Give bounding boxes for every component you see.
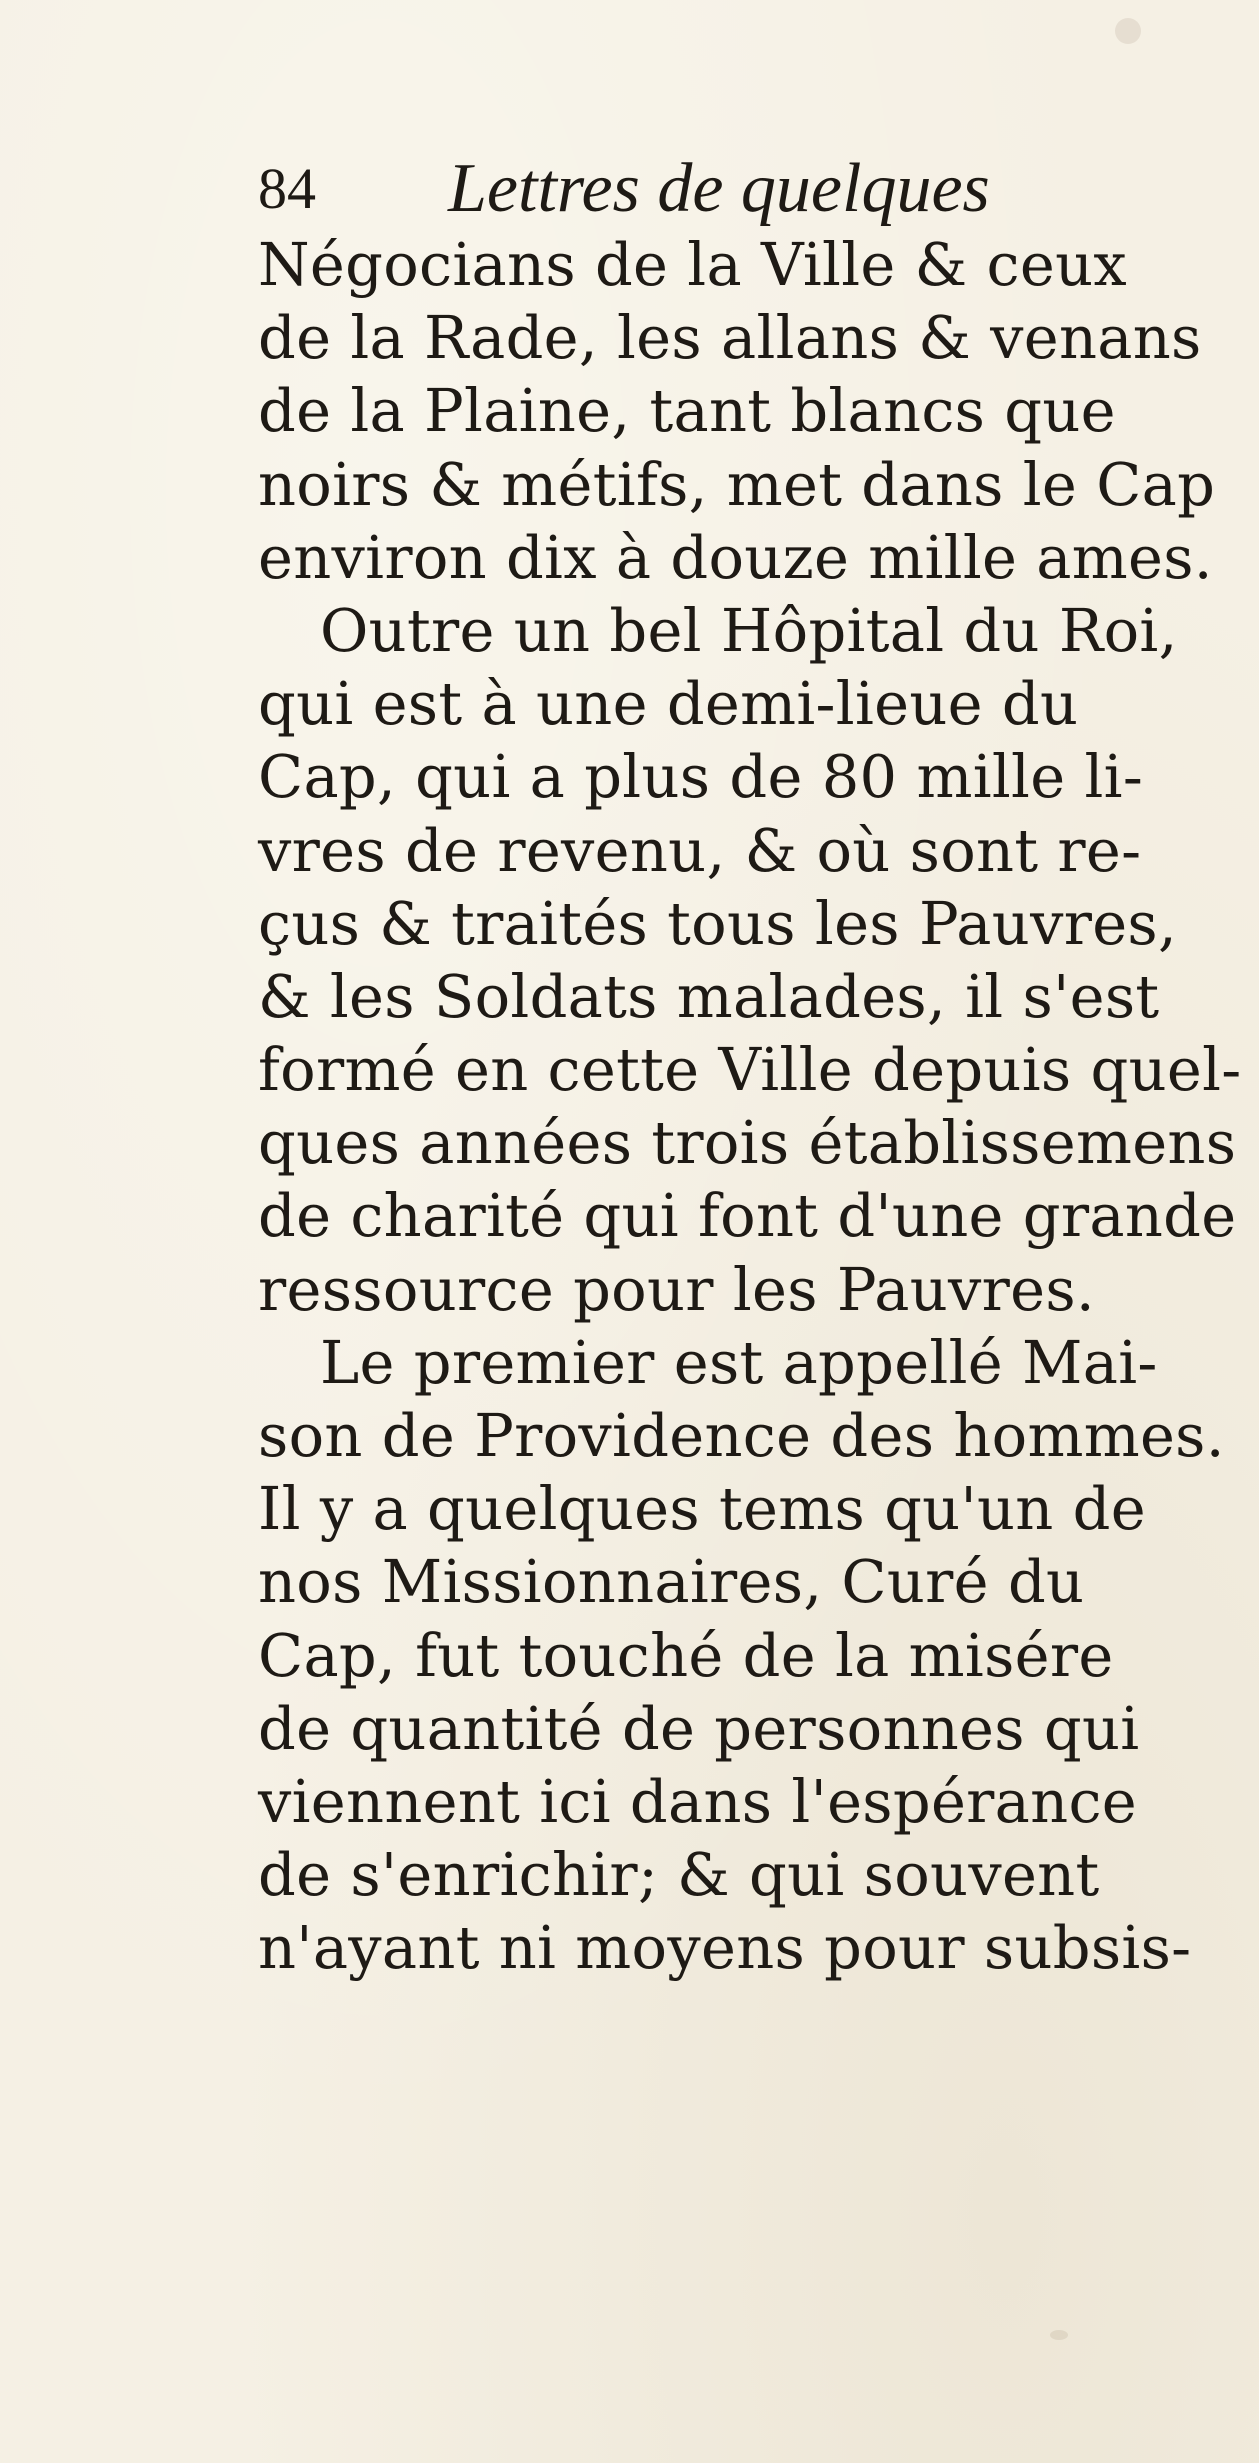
text-line: ressource pour les Pauvres. xyxy=(258,1254,1095,1324)
text-line: çus & traités tous les Pauvres, xyxy=(258,888,1178,958)
text-line: Cap, fut touché de la misére xyxy=(258,1620,1114,1690)
body-text xyxy=(258,228,1248,1985)
text-line: nos Missionnaires, Curé du xyxy=(258,1547,1085,1617)
text-line: qui est à une demi-lieue du xyxy=(258,669,1079,739)
text-line: formé en cette Ville depuis quel- xyxy=(258,1035,1242,1105)
text-line: de s'enrichir; & qui souvent xyxy=(258,1840,1100,1910)
text-line: environ dix à douze mille ames. xyxy=(258,522,1213,592)
text-line: viennent ici dans l'espérance xyxy=(258,1766,1138,1836)
text-line: noirs & métifs, met dans le Cap xyxy=(258,449,1216,519)
text-line: & les Soldats malades, il s'est xyxy=(258,961,1160,1031)
text-line: Il y a quelques tems qu'un de xyxy=(258,1474,1146,1544)
text-line: son de Providence des hommes. xyxy=(258,1401,1225,1470)
running-title: Lettres de quelques xyxy=(448,150,990,227)
text-line: de la Plaine, tant blancs que xyxy=(258,376,1116,446)
paper-stain xyxy=(1115,18,1141,44)
text-line: de charité qui font d'une grande xyxy=(258,1181,1237,1251)
text-line: Négocians de la Ville & ceux xyxy=(258,230,1127,299)
text-line: Le premier est appellé Mai- xyxy=(320,1327,1158,1397)
text-line: de quantité de personnes qui xyxy=(258,1693,1140,1763)
text-line: n'ayant ni moyens pour subsis- xyxy=(258,1913,1192,1983)
page-number: 84 xyxy=(258,156,316,221)
paper-stain xyxy=(1050,2330,1068,2340)
text-line: Outre un bel Hôpital du Roi, xyxy=(320,595,1178,665)
text-line: Cap, qui a plus de 80 mille li- xyxy=(258,742,1144,812)
text-line: ques années trois établissemens xyxy=(258,1108,1237,1178)
text-line: de la Rade, les allans & venans xyxy=(258,303,1202,373)
running-head xyxy=(258,150,1018,228)
text-line: vres de revenu, & où sont re- xyxy=(258,815,1142,885)
